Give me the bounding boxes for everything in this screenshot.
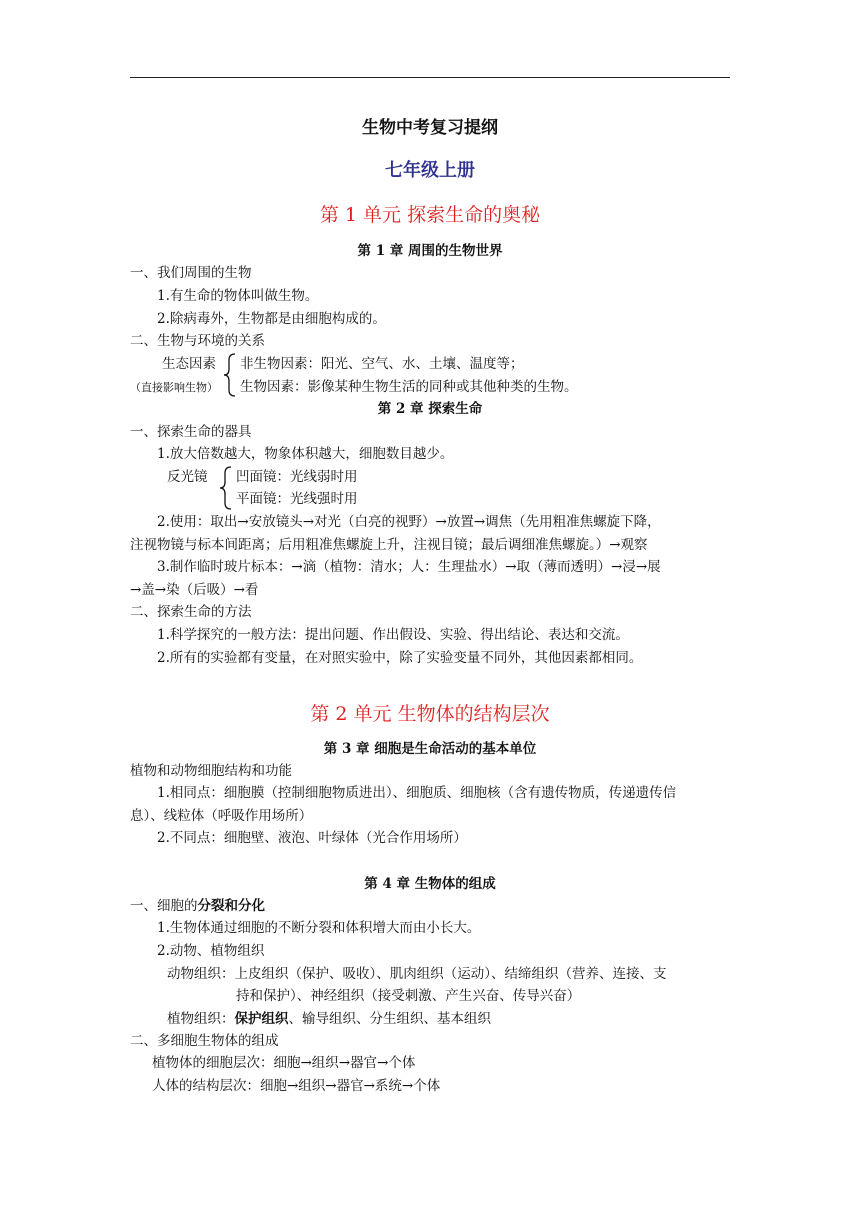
- chapter4-heading: 第 4 章 生物体的组成: [364, 876, 496, 892]
- eco-note: （直接影响生物）: [130, 381, 218, 394]
- ch2-item3-line2: →盖→染（后吸）→看: [130, 582, 259, 598]
- ch1-item2: 2.除病毒外，生物都是由细胞构成的。: [157, 311, 386, 327]
- ch2-section2: 二、探索生命的方法: [130, 604, 252, 620]
- ch1-section1: 一、我们周围的生物: [130, 265, 252, 281]
- chapter1-heading: 第 1 章 周围的生物世界: [357, 243, 503, 259]
- ch4-section1: [130, 896, 265, 916]
- eco-bio: 生物因素：影像某种生物生活的同种或其他种类的生物。: [240, 379, 578, 395]
- ch3-item1-line1: 1.相同点：细胞膜（控制细胞物质进出）、细胞质、细胞核（含有遗传物质，传递遗传信: [157, 785, 677, 801]
- ch2-section1: 一、探索生命的器具: [130, 424, 252, 440]
- ch3-item2: 2.不同点：细胞壁、液泡、叶绿体（光合作用场所）: [157, 830, 467, 846]
- header-rule: [130, 77, 730, 78]
- animal-tissue-line1: 动物组织：上皮组织（保护、吸收）、肌肉组织（运动）、结缔组织（营养、连接、支: [167, 966, 667, 982]
- plant-tissue-prefix: 植物组织：: [167, 1011, 235, 1027]
- chapter2-heading: 第 2 章 探索生命: [377, 401, 483, 417]
- ch2-item3-line1: 3.制作临时玻片标本：→滴（植物：清水；人：生理盐水）→取（薄而透明）→浸→展: [157, 559, 661, 575]
- ch4-item1: 1.生物体通过细胞的不断分裂和体积增大而由小长大。: [157, 920, 481, 936]
- ch4-section2: 二、多细胞生物体的组成: [130, 1033, 279, 1049]
- mirror-brace-icon: [218, 465, 234, 511]
- animal-tissue-line2: 持和保护）、神经组织（接受刺激、产生兴奋、传导兴奋）: [236, 988, 581, 1004]
- plant-levels: 植物体的细胞层次：细胞→组织→器官→个体: [152, 1055, 416, 1071]
- mirror-flat: 平面镜：光线强时用: [236, 491, 358, 507]
- mirror-label: 反光镜: [167, 469, 208, 485]
- eco-nonbio: 非生物因素：阳光、空气、水、土壤、温度等；: [240, 356, 524, 372]
- doc-title: 生物中考复习提纲: [362, 118, 498, 138]
- ch2-method2: 2.所有的实验都有变量，在对照实验中，除了实验变量不同外，其他因素都相同。: [157, 650, 643, 666]
- ch4-section1-bold: 分裂和分化: [197, 898, 265, 914]
- ch2-method1: 1.科学探究的一般方法：提出问题、作出假设、实验、得出结论、表达和交流。: [157, 627, 629, 643]
- plant-tissue: [167, 1009, 491, 1029]
- eco-brace-icon: [222, 352, 238, 398]
- ch3-intro: 植物和动物细胞结构和功能: [130, 763, 292, 779]
- ch1-item1: 1.有生命的物体叫做生物。: [157, 288, 319, 304]
- ch1-section2: 二、生物与环境的关系: [130, 333, 265, 349]
- unit2-heading: 第 2 单元 生物体的结构层次: [310, 703, 550, 725]
- plant-tissue-bold: 保护组织: [234, 1011, 289, 1027]
- eco-label: 生态因素: [162, 356, 216, 372]
- chapter3-heading: 第 3 章 细胞是生命活动的基本单位: [323, 741, 537, 757]
- ch4-section1-prefix: 一、细胞的: [130, 898, 198, 914]
- unit1-heading: 第 1 单元 探索生命的奥秘: [319, 204, 541, 226]
- ch2-item2-line1: 2.使用：取出→安放镜头→对光（白亮的视野）→放置→调焦（先用粗准焦螺旋下降，: [157, 514, 661, 530]
- ch3-item1-line2: 息）、线粒体（呼吸作用场所）: [130, 808, 313, 824]
- mirror-concave: 凹面镜：光线弱时用: [236, 469, 358, 485]
- ch2-item2-line2: 注视物镜与标本间距离；后用粗准焦螺旋上升，注视目镜；最后调细准焦螺旋。）→观察: [130, 537, 648, 553]
- grade-heading: 七年级上册: [385, 160, 475, 181]
- ch2-item1: 1.放大倍数越大，物象体积越大，细胞数目越少。: [157, 446, 454, 462]
- ch4-item2: 2.动物、植物组织: [157, 943, 265, 959]
- human-levels: 人体的结构层次：细胞→组织→器官→系统→个体: [152, 1078, 441, 1094]
- plant-tissue-rest: 、输导组织、分生组织、基本组织: [288, 1011, 491, 1027]
